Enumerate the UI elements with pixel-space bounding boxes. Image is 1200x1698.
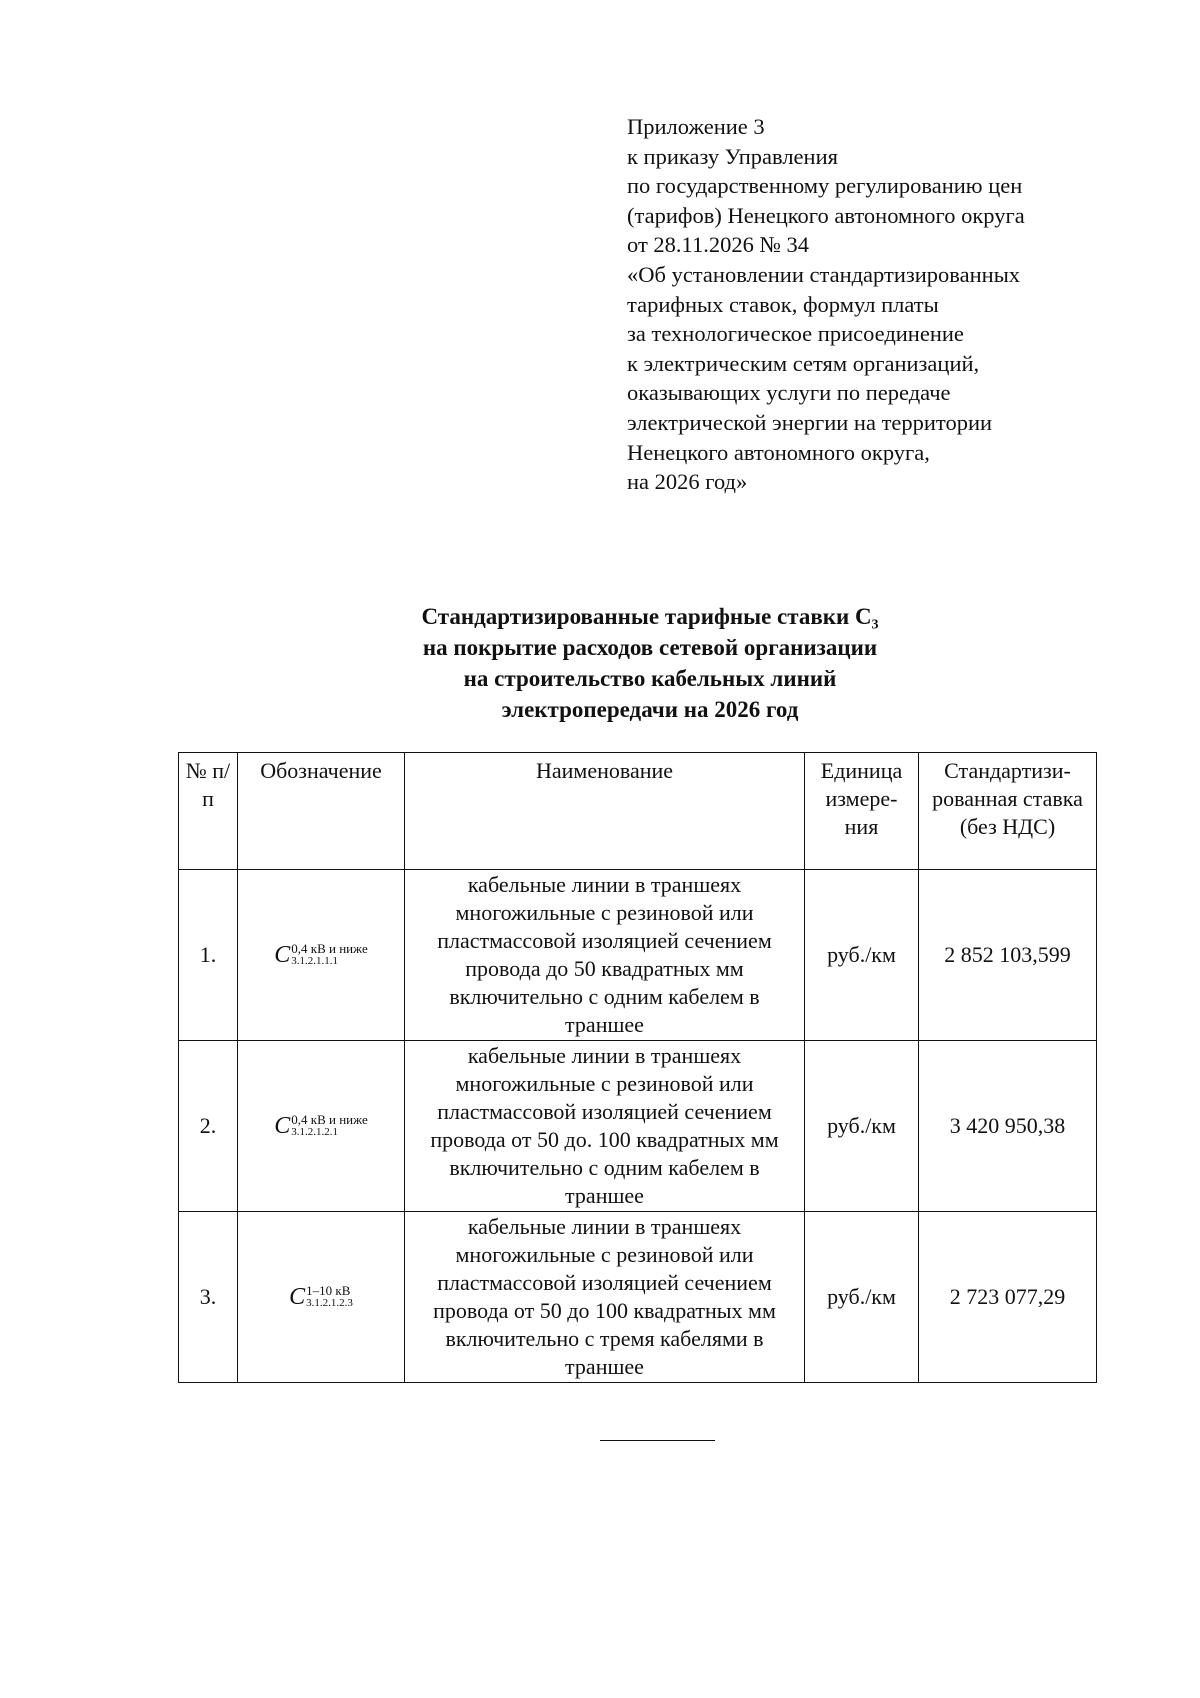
row-designation <box>238 870 405 1041</box>
row-rate: 3 420 950,38 <box>919 1041 1097 1212</box>
title-line: на строительство кабельных линий <box>463 666 837 691</box>
designation-formula <box>274 1112 367 1140</box>
appendix-line: на 2026 год» <box>627 469 748 495</box>
row-name: кабельные линии в траншеях многожильные с резиновой или пластмассовой изоляцией сечением провода от 50 до. 100 квадратных мм включительно с одним кабелем в траншее <box>405 1041 805 1212</box>
row-name: кабельные линии в траншеях многожильные с резиновой или пластмассовой изоляцией сечением провода до 50 квадратных мм включительно с одним кабелем в траншее <box>405 870 805 1041</box>
appendix-line: от 28.11.2026 № 34 <box>627 232 810 258</box>
header-designation: Обозначение <box>238 753 405 870</box>
appendix-line: Приложение 3 <box>627 114 765 139</box>
row-designation <box>238 1212 405 1383</box>
designation-subscript: 3.1.2.1.1.1 <box>291 955 339 967</box>
row-num: 1. <box>179 870 238 1041</box>
appendix-line: электрической энергии на территории <box>627 409 993 435</box>
appendix-line: «Об установлении стандартизированных <box>627 261 1021 287</box>
appendix-line: по государственному регулированию цен <box>627 173 1023 199</box>
table-row <box>179 1041 1097 1212</box>
footer-divider <box>600 1440 715 1441</box>
appendix-line: Ненецкого автономного округа, <box>627 439 930 465</box>
designation-formula <box>274 941 367 969</box>
designation-superscript: 0,4 кВ и ниже <box>291 941 368 956</box>
title-line: на покрытие расходов сетевой организации <box>422 635 878 660</box>
designation-base: C <box>274 1113 291 1139</box>
header-num: № п/п <box>179 753 238 870</box>
row-num: 2. <box>179 1041 238 1212</box>
designation-superscript: 0,4 кВ и ниже <box>291 1112 368 1127</box>
header-unit: Единица измере-ния <box>805 753 919 870</box>
header-name: Наименование <box>405 753 805 870</box>
row-num: 3. <box>179 1212 238 1383</box>
appendix-header <box>627 112 1147 497</box>
appendix-line: тарифных ставок, формул платы <box>627 291 939 317</box>
appendix-line: (тарифов) Ненецкого автономного округа <box>627 202 1025 228</box>
row-unit: руб./км <box>805 1212 919 1383</box>
row-rate: 2 723 077,29 <box>919 1212 1097 1383</box>
designation-base: C <box>274 942 291 968</box>
title-line: электропередачи на 2026 год <box>501 697 799 722</box>
appendix-line: к электрическим сетям организаций, <box>627 350 980 376</box>
designation-subscript: 3.1.2.1.2.1 <box>291 1126 339 1138</box>
title-line: Стандартизированные тарифные ставки С₃ <box>421 604 879 629</box>
table-header-row <box>179 753 1097 870</box>
row-designation <box>238 1041 405 1212</box>
tariff-table <box>178 752 1097 1383</box>
table-row <box>179 1212 1097 1383</box>
header-rate: Стандартизи-рованная ставка (без НДС) <box>919 753 1097 870</box>
row-name: кабельные линии в траншеях многожильные с резиновой или пластмассовой изоляцией сечением провода от 50 до 100 квадратных мм включительно с тремя кабелями в траншее <box>405 1212 805 1383</box>
designation-base: C <box>289 1284 306 1310</box>
row-rate: 2 852 103,599 <box>919 870 1097 1041</box>
document-title <box>300 601 1000 725</box>
row-unit: руб./км <box>805 1041 919 1212</box>
designation-subscript: 3.1.2.1.2.3 <box>306 1297 353 1309</box>
row-unit: руб./км <box>805 870 919 1041</box>
designation-superscript: 1–10 кВ <box>306 1283 351 1298</box>
table-row <box>179 870 1097 1041</box>
appendix-line: оказывающих услуги по передаче <box>627 380 951 406</box>
appendix-line: к приказу Управления <box>627 143 838 169</box>
appendix-line: за технологическое присоединение <box>627 321 964 347</box>
designation-formula <box>289 1283 353 1311</box>
